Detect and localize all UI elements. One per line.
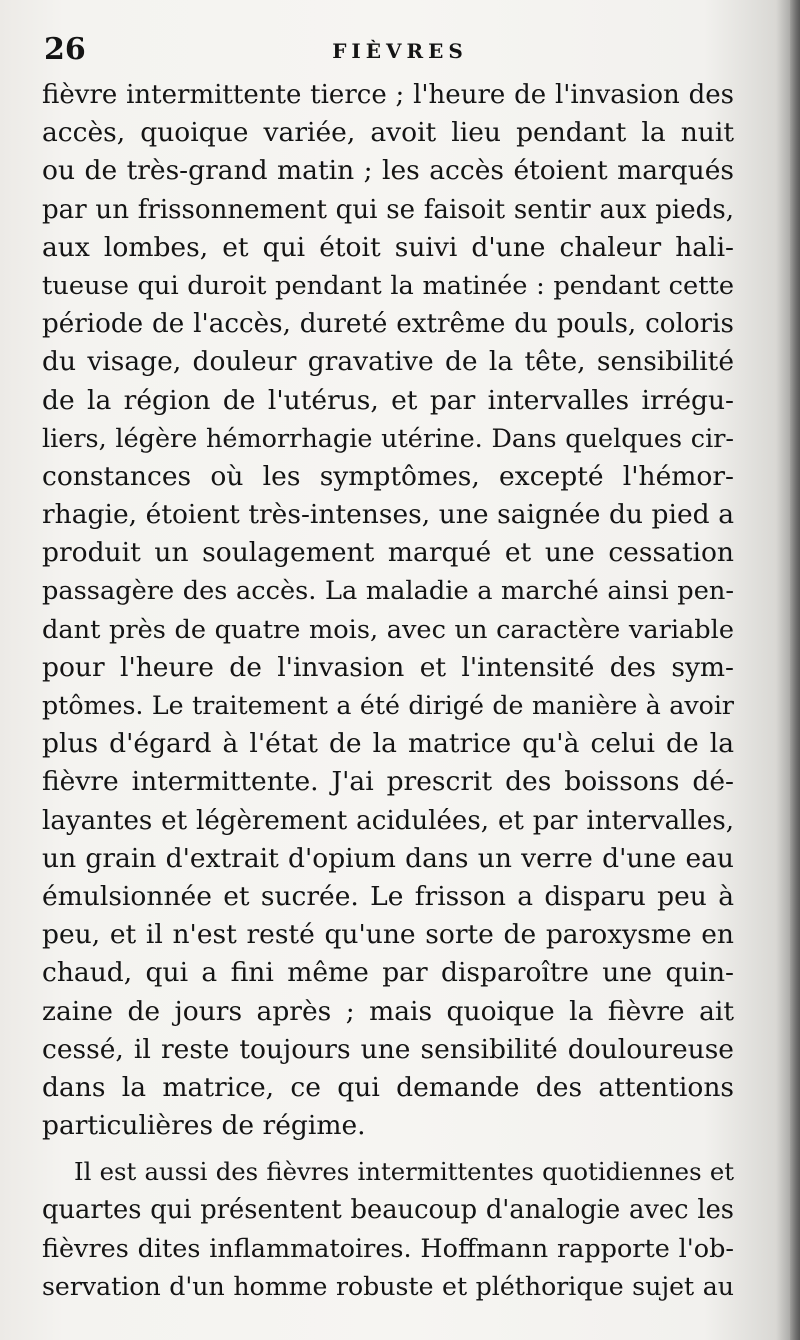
text-line: aux lombes, et qui étoit suivi d'une chaleur hali- (42, 231, 734, 263)
text-line: émulsionnée et sucrée. Le frisson a disparu peu à (42, 880, 734, 912)
text-line: dans la matrice, ce qui demande des attentions (42, 1071, 734, 1103)
text-line: fièvre intermittente tierce ; l'heure de l'invasion des (42, 80, 734, 110)
text-line: servation d'un homme robuste et pléthorique sujet au (42, 1271, 734, 1301)
running-title: FIÈVRES (332, 39, 468, 63)
text-line: liers, légère hémorrhagie utérine. Dans quelques cir- (42, 423, 734, 454)
text-line: layantes et légèrement acidulées, et par intervalles, (42, 805, 734, 836)
text-line: fièvre intermittente. J'ai prescrit des boissons dé- (42, 766, 734, 798)
page-number: 26 (44, 32, 86, 67)
text-line: pour l'heure de l'invasion et l'intensité des sym- (42, 651, 734, 683)
paragraph-gap (42, 1145, 734, 1153)
text-line: Il est aussi des fièvres intermittentes quotidiennes et (74, 1157, 734, 1187)
text-line: cessé, il reste toujours une sensibilité douloureuse (42, 1033, 734, 1065)
text-line: rhagie, étoient très-intenses, une saignée du pied a (42, 499, 734, 531)
text-line: de la région de l'utérus, et par intervalles irrégu- (42, 384, 734, 416)
text-line: période de l'accès, dureté extrême du pouls, coloris (42, 309, 734, 340)
text-line: ptômes. Le traitement a été dirigé de manière à avoir (42, 691, 734, 720)
text-line: dant près de quatre mois, avec un caractère variable (42, 614, 734, 645)
text-line: peu, et il n'est resté qu'une sorte de paroxysme en (42, 919, 734, 951)
text-line: accès, quoique variée, avoit lieu pendant la nuit (42, 117, 734, 149)
text-line: du visage, douleur gravative de la tête, sensibilité (42, 346, 734, 378)
paragraph-1 (42, 76, 734, 1145)
text-line: ou de très-grand matin ; les accès étoient marqués (42, 155, 734, 187)
text-line: particulières de régime. (42, 1110, 366, 1142)
text-line: quartes qui présentent beaucoup d'analogie avec les (42, 1195, 734, 1226)
paragraph-2 (42, 1153, 734, 1306)
text-line: passagère des accès. La maladie a marché ainsi pen- (42, 576, 734, 607)
text-line: constances où les symptômes, excepté l'hémor- (42, 460, 734, 492)
text-line: plus d'égard à l'état de la matrice qu'à celui de la (42, 728, 734, 760)
text-line: zaine de jours après ; mais quoique la fièvre ait (42, 995, 734, 1027)
text-line: produit un soulagement marqué et une cessation (42, 537, 734, 569)
text-line: par un frissonnement qui se faisoit sentir aux pieds, (42, 194, 734, 225)
text-line: fièvres dites inflammatoires. Hoffmann rapporte l'ob- (42, 1233, 734, 1264)
body-text (42, 76, 734, 1306)
text-line: chaud, qui a fini même par disparoître une quin- (42, 957, 734, 989)
text-line: tueuse qui duroit pendant la matinée : pendant cette (42, 270, 734, 301)
text-line: un grain d'extrait d'opium dans un verre d'une eau (42, 842, 734, 874)
page-edge-shadow (790, 0, 800, 1340)
